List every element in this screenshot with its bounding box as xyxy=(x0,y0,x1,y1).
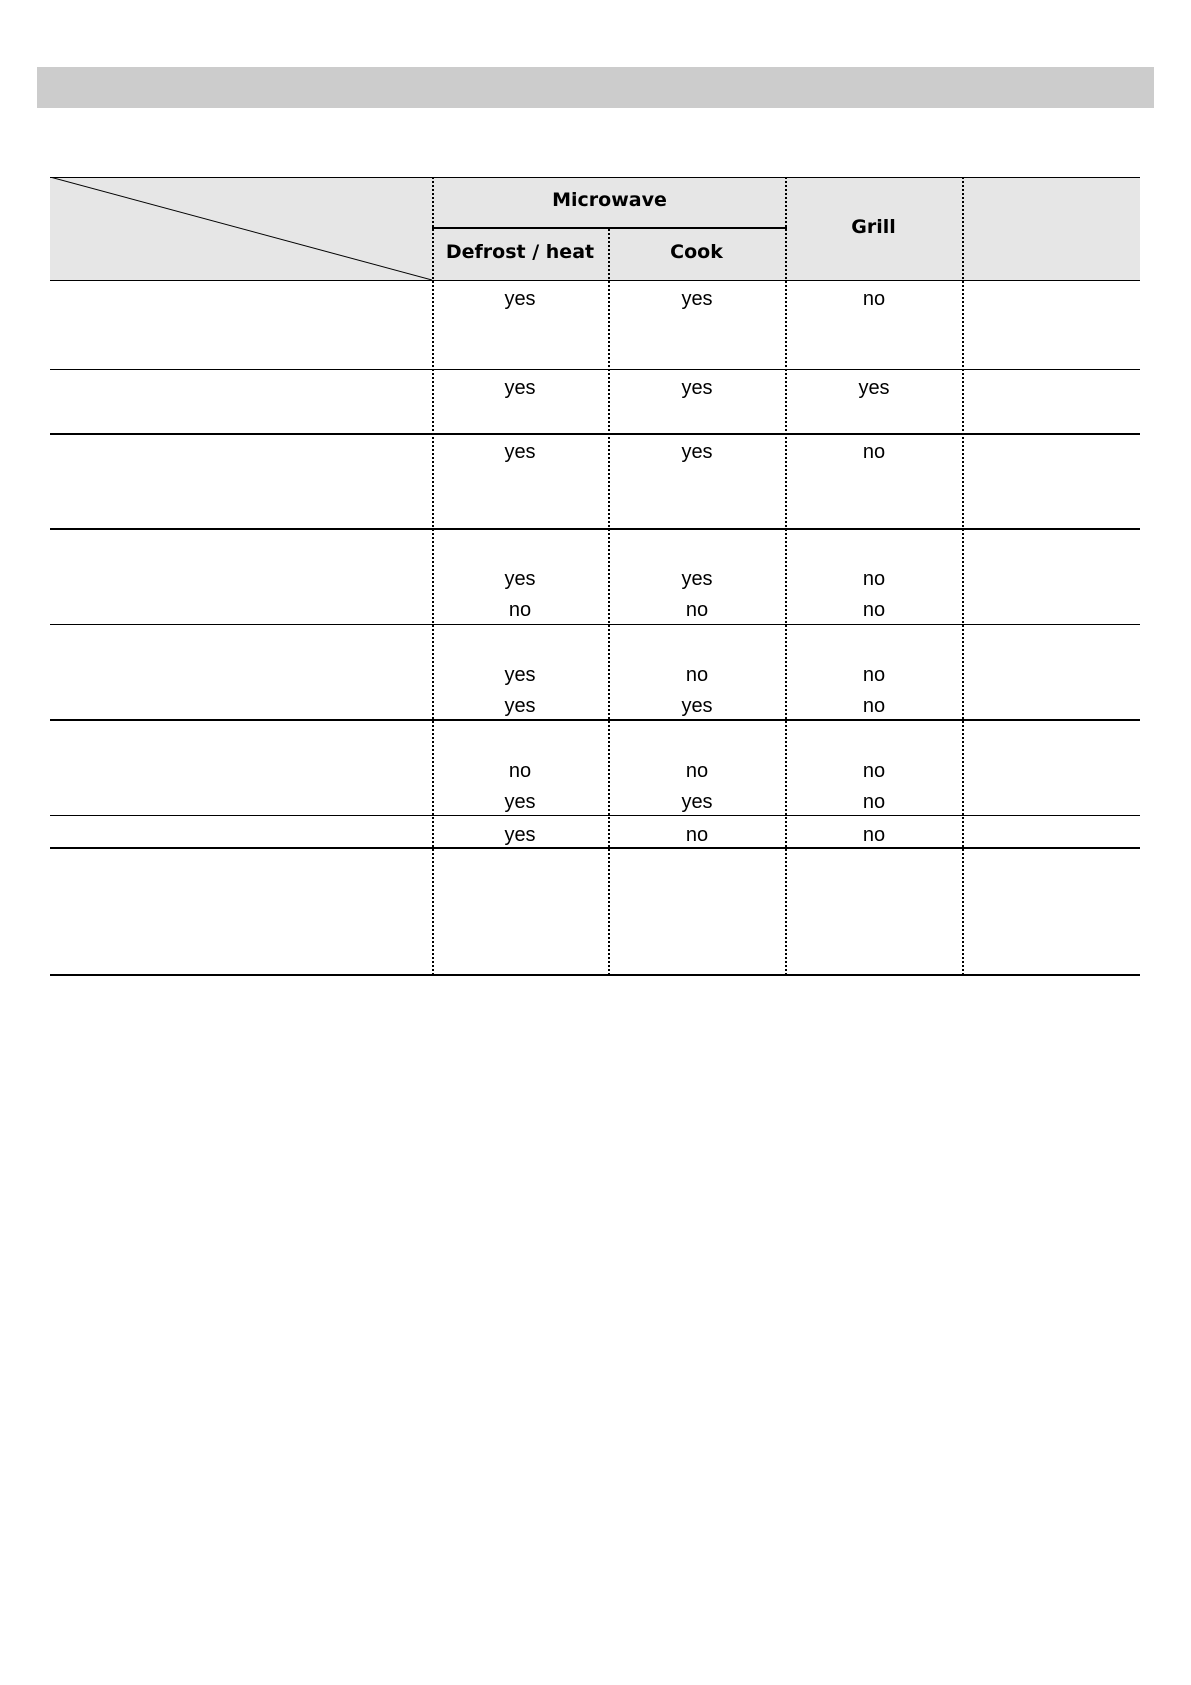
table-cell-defrost-heat: yes xyxy=(504,824,536,846)
row-rule xyxy=(50,369,1140,370)
row-rule xyxy=(50,815,1140,816)
column-header-cook: Cook xyxy=(670,241,723,263)
table-cell-grill: no xyxy=(862,441,886,463)
table-cell-cook: yes xyxy=(681,791,713,813)
table-top-rule xyxy=(50,177,1140,178)
table-cell-cook: no xyxy=(685,664,709,686)
header-bottom-rule xyxy=(50,280,1140,281)
table-cell-grill: no xyxy=(862,760,886,782)
table-cell-defrost-heat: yes xyxy=(504,664,536,686)
table-cell-grill: no xyxy=(862,599,886,621)
column-header-grill: Grill xyxy=(851,216,896,238)
section-header-band xyxy=(37,67,1154,108)
column-rule xyxy=(962,177,964,975)
table-cell-defrost-heat: yes xyxy=(504,377,536,399)
table-cell-grill: no xyxy=(862,288,886,310)
table-cell-cook: yes xyxy=(681,441,713,463)
column-header-microwave: Microwave xyxy=(552,189,667,211)
table-cell-grill: no xyxy=(862,824,886,846)
row-rule xyxy=(50,528,1140,530)
table-cell-cook: yes xyxy=(681,288,713,310)
table-cell-cook: no xyxy=(685,599,709,621)
header-diagonal-divider xyxy=(50,177,432,280)
table-cell-grill: no xyxy=(862,568,886,590)
table-cell-cook: yes xyxy=(681,377,713,399)
table-cell-defrost-heat: yes xyxy=(504,288,536,310)
table-cell-cook: no xyxy=(685,824,709,846)
table-cell-grill: yes xyxy=(858,377,890,399)
row-rule xyxy=(50,719,1140,721)
row-rule xyxy=(50,433,1140,435)
table-cell-cook: yes xyxy=(681,695,713,717)
table-cell-defrost-heat: yes xyxy=(504,568,536,590)
table-cell-grill: no xyxy=(862,695,886,717)
table-cell-defrost-heat: yes xyxy=(504,791,536,813)
cookware-suitability-table xyxy=(50,177,1140,977)
table-cell-cook: no xyxy=(685,760,709,782)
table-cell-defrost-heat: yes xyxy=(504,441,536,463)
table-bottom-rule xyxy=(50,974,1140,976)
column-header-defrost-heat: Defrost / heat xyxy=(445,241,595,263)
table-cell-cook: yes xyxy=(681,568,713,590)
table-cell-defrost-heat: no xyxy=(508,760,532,782)
table-cell-defrost-heat: yes xyxy=(504,695,536,717)
table-cell-defrost-heat: no xyxy=(508,599,532,621)
row-rule xyxy=(50,847,1140,849)
table-cell-grill: no xyxy=(862,664,886,686)
table-cell-grill: no xyxy=(862,791,886,813)
microwave-subheader-rule xyxy=(432,227,787,229)
row-rule xyxy=(50,624,1140,625)
